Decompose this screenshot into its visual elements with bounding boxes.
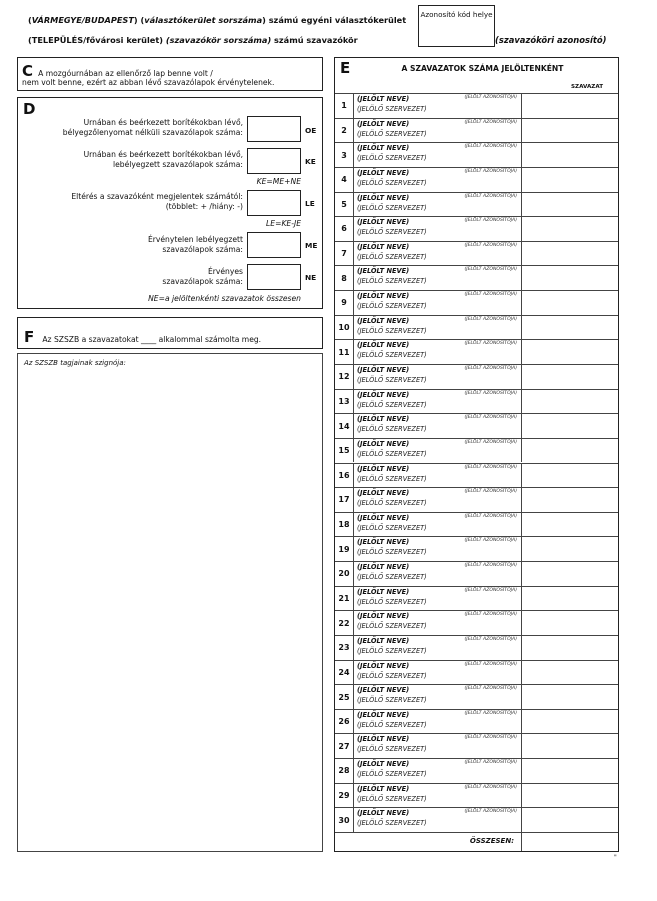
me-label: Érvénytelen lebélyegzett szavazólapok száma: [147,235,243,254]
candidate-org: (JELÖLŐ SZERVEZET) [357,720,427,729]
candidate-name: (JELÖLT NEVE) [357,341,410,350]
candidate-row [335,660,618,685]
candidate-row [335,241,618,266]
candidate-org: (JELÖLŐ SZERVEZET) [357,277,427,286]
votes-cell[interactable] [521,316,618,340]
candidate-row [335,192,618,217]
candidate-org: (JELÖLŐ SZERVEZET) [357,178,427,187]
total-votes-cell[interactable] [521,833,618,851]
votes-cell[interactable] [521,611,618,635]
candidate-id: (JELÖLT AZONOSÍTÓJA) [464,686,517,692]
le-code: LE [305,199,315,208]
votes-cell[interactable] [521,242,618,266]
row-number: 11 [335,340,354,364]
row-number: 29 [335,784,354,808]
candidate-row [335,339,618,364]
section-e-letter: E [340,59,351,77]
candidate-name: (JELÖLT NEVE) [357,168,410,177]
header-line-2-suffix: számú szavazókör [274,35,358,45]
id-code-label: Azonosító kód helye [420,10,493,19]
candidate-name: (JELÖLT NEVE) [357,760,410,769]
votes-cell[interactable] [521,217,618,241]
candidate-id: (JELÖLT AZONOSÍTÓJA) [464,612,517,618]
district-placeholder: választókerület sorszáma [144,15,263,25]
candidate-org: (JELÖLŐ SZERVEZET) [357,696,427,705]
section-c-letter: C [22,62,34,80]
section-c-text-1: A mozgóurnában az ellenőrző lap benne volt / [38,69,213,78]
candidate-name: (JELÖLT NEVE) [357,538,410,547]
candidate-row [335,758,618,783]
votes-cell[interactable] [521,414,618,438]
votes-cell[interactable] [521,143,618,167]
candidate-id: (JELÖLT AZONOSÍTÓJA) [464,144,517,150]
votes-cell[interactable] [521,488,618,512]
candidate-id: (JELÖLT AZONOSÍTÓJA) [464,587,517,593]
candidate-name: (JELÖLT NEVE) [357,439,410,448]
row-number: 8 [335,266,354,290]
candidate-org: (JELÖLŐ SZERVEZET) [357,597,427,606]
candidate-name: (JELÖLT NEVE) [357,390,410,399]
candidate-name: (JELÖLT NEVE) [357,218,410,227]
candidate-row [335,684,618,709]
votes-cell[interactable] [521,808,618,832]
candidate-name: (JELÖLT NEVE) [357,267,410,276]
candidate-org: (JELÖLŐ SZERVEZET) [357,154,427,163]
candidate-id: (JELÖLT AZONOSÍTÓJA) [464,538,517,544]
section-e-title: A SZAVAZATOK SZÁMA JELÖLTENKÉNT [401,64,564,73]
header-line-1-suffix: számú egyéni választókerület [268,15,407,25]
candidate-org: (JELÖLŐ SZERVEZET) [357,252,427,261]
votes-cell[interactable] [521,784,618,808]
votes-cell[interactable] [521,661,618,685]
votes-column-header: SZAVAZAT [571,84,604,90]
votes-cell[interactable] [521,439,618,463]
row-number: 25 [335,685,354,709]
candidate-name: (JELÖLT NEVE) [357,686,410,695]
station-id-placeholder: szavazóköri azonosító [498,35,603,45]
candidate-row [335,635,618,660]
ne-input[interactable] [247,264,301,290]
candidate-name: (JELÖLT NEVE) [357,563,410,572]
candidate-name: (JELÖLT NEVE) [357,365,410,374]
row-number: 23 [335,636,354,660]
votes-cell[interactable] [521,266,618,290]
oe-code: OE [305,126,317,135]
candidate-row [335,364,618,389]
total-label: ÖSSZESEN: [469,837,514,845]
candidate-name: (JELÖLT NEVE) [357,193,410,202]
candidate-id: (JELÖLT AZONOSÍTÓJA) [464,636,517,642]
candidate-id: (JELÖLT AZONOSÍTÓJA) [464,218,517,224]
candidate-name: (JELÖLT NEVE) [357,784,410,793]
ke-label: Urnában és beérkezett borítékokban lévő, lebélyegzett szavazólapok száma: [83,150,243,169]
candidate-row [335,783,618,808]
candidate-id: (JELÖLT AZONOSÍTÓJA) [464,292,517,298]
votes-cell[interactable] [521,587,618,611]
candidate-id: (JELÖLT AZONOSÍTÓJA) [464,489,517,495]
county-placeholder: VÁRMEGYE/BUDAPEST [31,15,134,25]
station-id: (szavazóköri azonosító) [495,35,607,45]
candidate-row [335,438,618,463]
ke-input[interactable] [247,148,301,174]
candidate-id: (JELÖLT AZONOSÍTÓJA) [464,365,517,371]
candidate-row [335,93,618,118]
candidate-org: (JELÖLŐ SZERVEZET) [357,548,427,557]
row-number: 28 [335,759,354,783]
row-number: 12 [335,365,354,389]
candidate-org: (JELÖLŐ SZERVEZET) [357,499,427,508]
ke-code: KE [305,157,316,166]
candidate-org: (JELÖLŐ SZERVEZET) [357,129,427,138]
candidate-name: (JELÖLT NEVE) [357,119,410,128]
candidate-row [335,389,618,414]
ke-formula: KE=ME+NE [256,177,301,186]
candidate-id: (JELÖLT AZONOSÍTÓJA) [464,119,517,125]
votes-cell[interactable] [521,94,618,118]
header-line-1: (VÁRMEGYE/BUDAPEST) (választókerület sorszáma) számú egyéni választókerület [28,15,407,25]
row-number: 22 [335,611,354,635]
section-f-letter: F [24,328,35,346]
candidate-org: (JELÖLŐ SZERVEZET) [357,671,427,680]
section-e [334,57,619,852]
candidate-row [335,487,618,512]
row-number: 5 [335,193,354,217]
candidate-id: (JELÖLT AZONOSÍTÓJA) [464,193,517,199]
candidate-id: (JELÖLT AZONOSÍTÓJA) [464,710,517,716]
candidate-row [335,709,618,734]
candidate-org: (JELÖLŐ SZERVEZET) [357,351,427,360]
candidate-org: (JELÖLŐ SZERVEZET) [357,770,427,779]
candidate-org: (JELÖLŐ SZERVEZET) [357,622,427,631]
candidate-name: (JELÖLT NEVE) [357,636,410,645]
ne-label: Érvényes szavazólapok száma: [162,267,243,286]
id-code-box[interactable] [418,5,495,47]
votes-cell[interactable] [521,537,618,561]
votes-cell[interactable] [521,193,618,217]
candidate-org: (JELÖLŐ SZERVEZET) [357,228,427,237]
candidate-row [335,807,618,832]
le-formula: LE=KE-JE [266,219,301,228]
row-number: 13 [335,390,354,414]
candidate-name: (JELÖLT NEVE) [357,144,410,153]
candidate-id: (JELÖLT AZONOSÍTÓJA) [464,661,517,667]
row-number: 26 [335,710,354,734]
row-number: 18 [335,513,354,537]
le-input[interactable] [247,190,301,216]
candidate-name: (JELÖLT NEVE) [357,415,410,424]
candidate-row [335,586,618,611]
candidate-org: (JELÖLŐ SZERVEZET) [357,105,427,113]
votes-cell[interactable] [521,340,618,364]
votes-cell[interactable] [521,168,618,192]
row-number: 15 [335,439,354,463]
candidate-org: (JELÖLŐ SZERVEZET) [357,745,427,754]
section-f [17,317,323,349]
candidate-org: (JELÖLŐ SZERVEZET) [357,302,427,311]
votes-cell[interactable] [521,365,618,389]
row-number: 16 [335,464,354,488]
row-number: 30 [335,808,354,832]
ne-formula: NE=a jelöltenkénti szavazatok összesen [148,294,301,303]
row-number: 7 [335,242,354,266]
votes-cell[interactable] [521,685,618,709]
le-label: Eltérés a szavazóként megjelentek számától: (többlet: + /hiány: -) [71,192,243,211]
candidate-org: (JELÖLŐ SZERVEZET) [357,474,427,483]
candidate-row [335,413,618,438]
me-code: ME [305,241,318,250]
row-number: 14 [335,414,354,438]
row-number: 27 [335,734,354,758]
candidate-id: (JELÖLT AZONOSÍTÓJA) [464,563,517,569]
row-number: 17 [335,488,354,512]
candidate-row [335,610,618,635]
row-number: 24 [335,661,354,685]
candidate-id: (JELÖLT AZONOSÍTÓJA) [464,95,517,100]
candidate-row [335,315,618,340]
candidate-id: (JELÖLT AZONOSÍTÓJA) [464,168,517,174]
candidate-org: (JELÖLŐ SZERVEZET) [357,203,427,212]
candidate-id: (JELÖLT AZONOSÍTÓJA) [464,242,517,248]
candidate-name: (JELÖLT NEVE) [357,809,410,818]
candidate-org: (JELÖLŐ SZERVEZET) [357,425,427,434]
candidate-name: (JELÖLT NEVE) [357,612,410,621]
candidate-row [335,561,618,586]
row-number: 3 [335,143,354,167]
oe-label: Urnában és beérkezett borítékokban lévő, bélyegzőlenyomat nélküli szavazólapok száma: [62,118,243,137]
candidate-org: (JELÖLŐ SZERVEZET) [357,819,427,828]
candidate-row [335,463,618,488]
votes-cell[interactable] [521,513,618,537]
candidate-id: (JELÖLT AZONOSÍTÓJA) [464,784,517,790]
candidate-row [335,142,618,167]
candidate-row [335,167,618,192]
candidate-row [335,733,618,758]
candidate-org: (JELÖLŐ SZERVEZET) [357,400,427,409]
candidate-id: (JELÖLT AZONOSÍTÓJA) [464,415,517,421]
candidate-name: (JELÖLT NEVE) [357,710,410,719]
votes-cell[interactable] [521,636,618,660]
votes-cell[interactable] [521,734,618,758]
candidate-name: (JELÖLT NEVE) [357,513,410,522]
row-number: 1 [335,94,354,118]
ward-placeholder: szavazókör sorszáma [169,35,268,45]
candidate-name: (JELÖLT NEVE) [357,242,410,251]
candidate-org: (JELÖLŐ SZERVEZET) [357,449,427,458]
candidate-row [335,216,618,241]
oe-input[interactable] [247,116,301,142]
row-number: 21 [335,587,354,611]
section-d-letter: D [23,100,36,118]
settlement-placeholder: TELEPÜLÉS/fővárosi kerület [31,35,160,45]
votes-cell[interactable] [521,390,618,414]
candidate-id: (JELÖLT AZONOSÍTÓJA) [464,316,517,322]
signature-area[interactable] [17,353,323,852]
candidate-name: (JELÖLT NEVE) [357,95,410,103]
candidate-org: (JELÖLŐ SZERVEZET) [357,523,427,532]
candidate-org: (JELÖLŐ SZERVEZET) [357,794,427,803]
candidate-table [335,93,618,832]
candidate-id: (JELÖLT AZONOSÍTÓJA) [464,267,517,273]
row-number: 10 [335,316,354,340]
votes-cell[interactable] [521,464,618,488]
candidate-org: (JELÖLŐ SZERVEZET) [357,573,427,582]
section-c-text-2: nem volt benne, ezért az abban lévő szavazólapok érvénytelenek. [22,78,275,87]
row-number: 4 [335,168,354,192]
candidate-name: (JELÖLT NEVE) [357,316,410,325]
votes-cell[interactable] [521,562,618,586]
row-number: 19 [335,537,354,561]
header-line-2: (TELEPÜLÉS/fővárosi kerület) (szavazókör sorszáma) számú szavazókör [28,35,358,45]
candidate-org: (JELÖLŐ SZERVEZET) [357,326,427,335]
candidate-name: (JELÖLT NEVE) [357,464,410,473]
total-row [335,832,618,851]
candidate-name: (JELÖLT NEVE) [357,661,410,670]
votes-cell[interactable] [521,119,618,143]
candidate-name: (JELÖLT NEVE) [357,587,410,596]
candidate-name: (JELÖLT NEVE) [357,489,410,498]
candidate-row [335,536,618,561]
candidate-org: (JELÖLŐ SZERVEZET) [357,646,427,655]
candidate-row [335,265,618,290]
row-number: 20 [335,562,354,586]
candidate-row [335,290,618,315]
candidate-id: (JELÖLT AZONOSÍTÓJA) [464,390,517,396]
candidate-org: (JELÖLŐ SZERVEZET) [357,375,427,384]
candidate-id: (JELÖLT AZONOSÍTÓJA) [464,809,517,815]
signature-label: Az SZSZB tagjainak szignója: [24,359,126,367]
candidate-id: (JELÖLT AZONOSÍTÓJA) [464,513,517,519]
candidate-id: (JELÖLT AZONOSÍTÓJA) [464,439,517,445]
candidate-row [335,512,618,537]
candidate-id: (JELÖLT AZONOSÍTÓJA) [464,760,517,766]
votes-cell[interactable] [521,710,618,734]
section-f-text: Az SZSZB a szavazatokat ____ alkalommal számolta meg. [42,335,262,344]
me-input[interactable] [247,232,301,258]
candidate-id: (JELÖLT AZONOSÍTÓJA) [464,341,517,347]
ne-code: NE [305,273,317,282]
candidate-row [335,118,618,143]
row-number: 9 [335,291,354,315]
row-number: 2 [335,119,354,143]
section-c [17,57,323,91]
candidate-name: (JELÖLT NEVE) [357,735,410,744]
candidate-id: (JELÖLT AZONOSÍTÓJA) [464,735,517,741]
votes-cell[interactable] [521,759,618,783]
votes-cell[interactable] [521,291,618,315]
footer-mark: " [614,854,617,861]
section-d [17,97,323,309]
candidate-name: (JELÖLT NEVE) [357,292,410,301]
row-number: 6 [335,217,354,241]
candidate-id: (JELÖLT AZONOSÍTÓJA) [464,464,517,470]
